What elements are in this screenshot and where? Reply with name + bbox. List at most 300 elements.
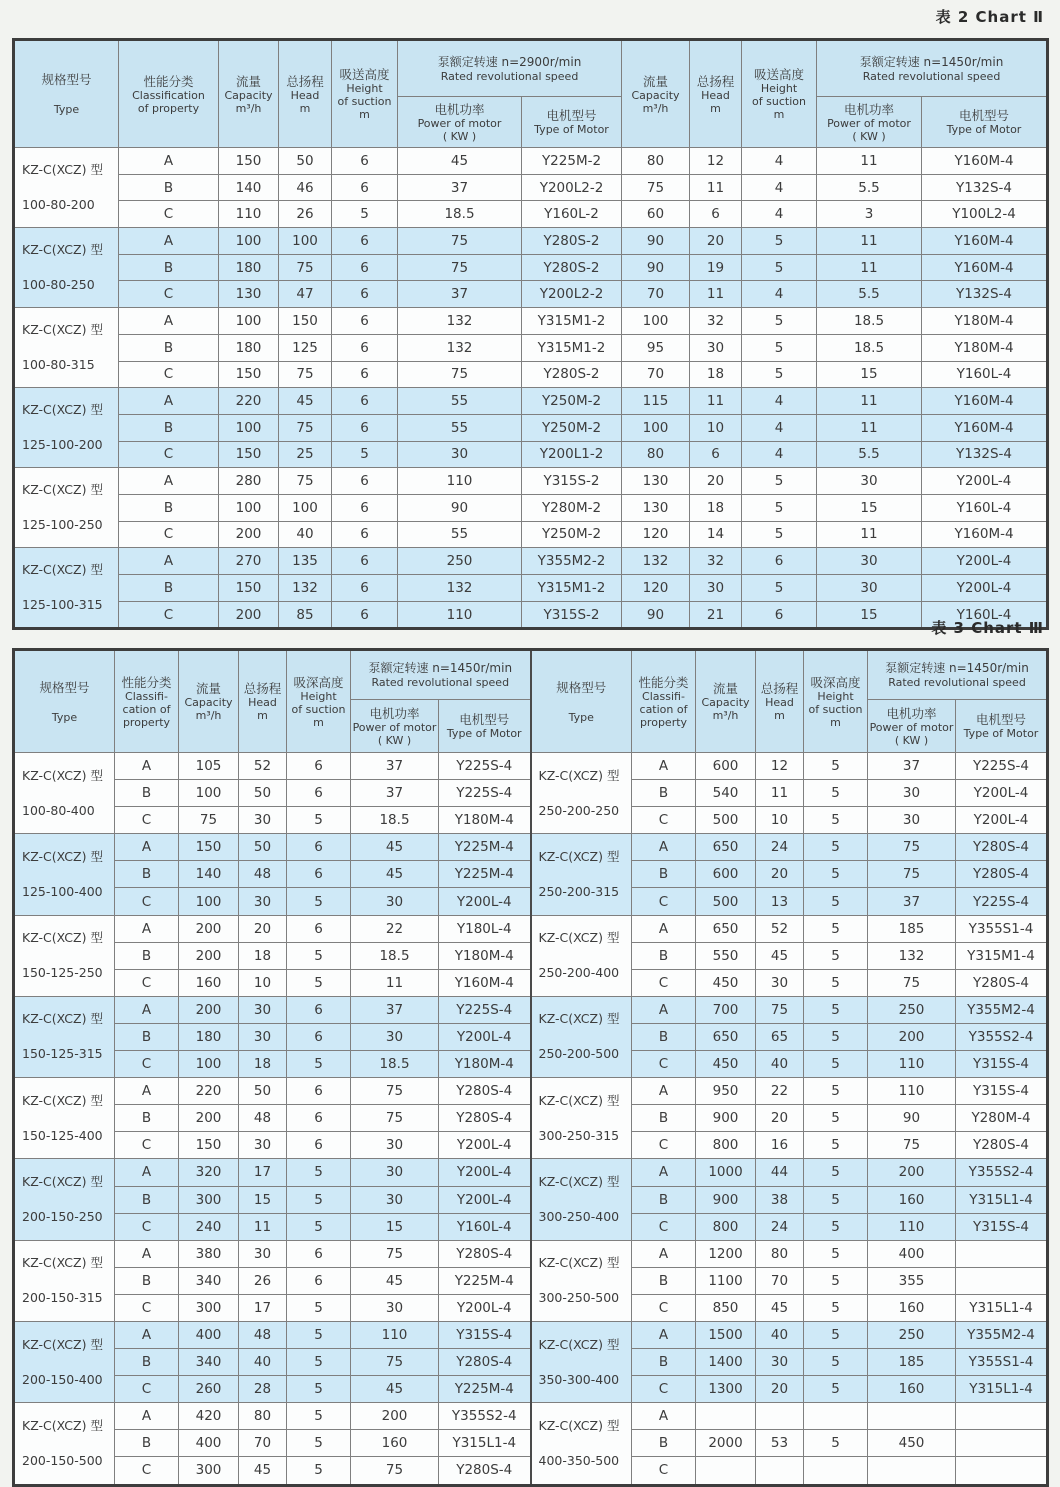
- data-cell: 1200: [696, 1240, 756, 1267]
- header-cell: [804, 650, 868, 753]
- data-cell: 6: [287, 915, 351, 942]
- data-cell: A: [632, 1078, 696, 1105]
- data-cell: B: [119, 494, 219, 521]
- data-cell: 11: [817, 148, 922, 175]
- data-cell: 110: [868, 1078, 956, 1105]
- data-cell: Y250M-2: [522, 388, 622, 415]
- data-cell: 45: [239, 1457, 287, 1485]
- data-cell: B: [632, 1186, 696, 1213]
- data-cell: 11: [817, 388, 922, 415]
- data-cell: 18.5: [817, 334, 922, 361]
- data-cell: 85: [279, 601, 332, 629]
- data-cell: Y280S-4: [956, 969, 1048, 996]
- data-cell: Y200L2-2: [522, 281, 622, 308]
- header-line: m: [830, 715, 841, 729]
- table-row: [14, 308, 1048, 335]
- header-line: 性能分类: [143, 73, 194, 89]
- data-cell: A: [115, 1078, 179, 1105]
- data-cell: 18.5: [398, 201, 522, 228]
- data-cell: 200: [179, 942, 239, 969]
- data-cell: C: [119, 441, 219, 468]
- data-cell: 250: [868, 1321, 956, 1348]
- data-cell: B: [115, 1349, 179, 1376]
- data-cell: Y250M-2: [522, 521, 622, 548]
- data-cell: 340: [179, 1349, 239, 1376]
- header-line: Type: [51, 710, 78, 724]
- data-cell: 160: [179, 969, 239, 996]
- data-cell: 160: [868, 1376, 956, 1403]
- group-type-cell: [531, 1321, 632, 1402]
- data-cell: 5: [804, 1051, 868, 1078]
- data-cell: 50: [279, 148, 332, 175]
- group-size: 300-250-315: [538, 1127, 620, 1143]
- data-cell: A: [632, 834, 696, 861]
- data-cell: 6: [332, 521, 398, 548]
- group-model: KZ-C(XCZ) 型: [22, 1255, 103, 1271]
- data-cell: 260: [179, 1376, 239, 1403]
- data-cell: 37: [868, 753, 956, 780]
- data-cell: Y315S-4: [956, 1051, 1048, 1078]
- data-cell: 20: [239, 915, 287, 942]
- data-cell: 50: [239, 780, 287, 807]
- data-cell: [804, 1403, 868, 1430]
- data-cell: 80: [239, 1403, 287, 1430]
- group-model: KZ-C(XCZ) 型: [22, 930, 103, 946]
- data-cell: 6: [287, 1132, 351, 1159]
- header-line: m: [257, 709, 268, 722]
- header-line: Power of motor: [869, 720, 954, 734]
- header-cell: [14, 40, 119, 148]
- data-cell: 32: [690, 308, 742, 335]
- group-type-cell: [14, 996, 115, 1077]
- data-cell: 5: [742, 468, 817, 495]
- data-cell: 5: [742, 521, 817, 548]
- type-inner: [532, 1083, 632, 1153]
- header-cell: [868, 650, 1048, 700]
- data-cell: 6: [332, 308, 398, 335]
- data-cell: 5: [742, 575, 817, 602]
- data-cell: 5: [804, 1321, 868, 1348]
- data-cell: 5: [742, 308, 817, 335]
- header-line: 流量: [712, 681, 738, 696]
- data-cell: 6: [332, 228, 398, 255]
- data-cell: C: [119, 201, 219, 228]
- data-cell: 200: [868, 1159, 956, 1186]
- type-inner: [15, 1083, 114, 1153]
- data-cell: 160: [868, 1294, 956, 1321]
- data-cell: Y315S-2: [522, 601, 622, 629]
- data-cell: 6: [332, 361, 398, 388]
- data-cell: 6: [332, 254, 398, 281]
- data-cell: 180: [219, 334, 279, 361]
- data-cell: B: [632, 1023, 696, 1050]
- data-cell: 11: [817, 254, 922, 281]
- data-cell: 5: [804, 1376, 868, 1403]
- data-cell: 11: [817, 521, 922, 548]
- data-cell: Y132S-4: [922, 281, 1048, 308]
- data-cell: C: [115, 1132, 179, 1159]
- data-cell: 5: [804, 969, 868, 996]
- data-cell: 320: [179, 1159, 239, 1186]
- data-cell: 5: [287, 1159, 351, 1186]
- data-cell: 1500: [696, 1321, 756, 1348]
- header-line: of suction: [291, 702, 346, 716]
- data-cell: Y280S-4: [439, 1078, 531, 1105]
- data-cell: Y200L-4: [439, 1132, 531, 1159]
- data-cell: [956, 1403, 1048, 1430]
- group-type-cell: [531, 915, 632, 996]
- data-cell: B: [115, 1267, 179, 1294]
- data-cell: 12: [690, 148, 742, 175]
- data-cell: 30: [239, 807, 287, 834]
- data-cell: 132: [622, 548, 690, 575]
- header-line: 吸送高度: [753, 67, 804, 82]
- data-cell: 5: [742, 361, 817, 388]
- header-line: Type of Motor: [946, 123, 1022, 136]
- data-cell: 52: [756, 915, 804, 942]
- data-cell: B: [632, 1349, 696, 1376]
- data-cell: [956, 1240, 1048, 1267]
- data-cell: 30: [239, 888, 287, 915]
- data-cell: 45: [398, 148, 522, 175]
- data-cell: 450: [868, 1430, 956, 1457]
- header-line: Capacity: [631, 88, 680, 102]
- data-cell: 100: [179, 780, 239, 807]
- data-cell: 140: [179, 861, 239, 888]
- group-model: KZ-C(XCZ) 型: [22, 562, 103, 578]
- data-cell: 5: [804, 915, 868, 942]
- data-cell: Y315M1-2: [522, 334, 622, 361]
- data-cell: 37: [351, 753, 439, 780]
- data-cell: Y280M-2: [522, 494, 622, 521]
- data-cell: Y160M-4: [922, 521, 1048, 548]
- table-row: [14, 1403, 1048, 1430]
- data-cell: 45: [756, 1294, 804, 1321]
- data-cell: 6: [287, 1105, 351, 1132]
- table-body: [14, 753, 1048, 1486]
- table-row: [14, 468, 1048, 495]
- chart3-table: [12, 648, 1049, 1487]
- data-cell: 14: [690, 521, 742, 548]
- data-cell: 4: [742, 201, 817, 228]
- data-cell: B: [632, 861, 696, 888]
- data-cell: 15: [817, 494, 922, 521]
- group-type-cell: [14, 1078, 115, 1159]
- data-cell: 30: [239, 1023, 287, 1050]
- data-cell: 600: [696, 753, 756, 780]
- group-type-cell: [14, 1240, 115, 1321]
- group-type-cell: [531, 1240, 632, 1321]
- data-cell: 48: [239, 1105, 287, 1132]
- data-cell: C: [632, 1132, 696, 1159]
- header-line: m: [299, 101, 311, 115]
- data-cell: 30: [351, 1294, 439, 1321]
- data-cell: A: [115, 996, 179, 1023]
- header-cell: [742, 40, 817, 148]
- data-cell: 5: [287, 1403, 351, 1430]
- data-cell: 20: [690, 228, 742, 255]
- data-cell: 32: [690, 548, 742, 575]
- header-cell: [696, 650, 756, 753]
- group-model: KZ-C(XCZ) 型: [22, 1174, 103, 1190]
- data-cell: Y200L-4: [922, 548, 1048, 575]
- data-cell: 240: [179, 1213, 239, 1240]
- data-cell: 200: [219, 521, 279, 548]
- data-cell: Y180M-4: [922, 308, 1048, 335]
- data-cell: 75: [398, 361, 522, 388]
- data-cell: 850: [696, 1294, 756, 1321]
- header-cell: [622, 40, 690, 148]
- group-model: KZ-C(XCZ) 型: [22, 322, 103, 338]
- data-cell: C: [115, 1457, 179, 1485]
- header-line: of suction: [808, 702, 863, 716]
- data-cell: 6: [287, 834, 351, 861]
- data-cell: 30: [817, 548, 922, 575]
- data-cell: Y200L-4: [439, 888, 531, 915]
- data-cell: Y160L-2: [522, 201, 622, 228]
- table-row: [14, 228, 1048, 255]
- header-line: ( KW ): [442, 129, 477, 143]
- data-cell: 6: [287, 996, 351, 1023]
- type-inner: [15, 758, 114, 828]
- data-cell: A: [115, 834, 179, 861]
- data-cell: 5: [804, 753, 868, 780]
- group-model: KZ-C(XCZ) 型: [538, 767, 620, 783]
- header-line: Classifi-: [125, 689, 168, 703]
- data-cell: 18.5: [351, 942, 439, 969]
- data-cell: 6: [742, 548, 817, 575]
- data-cell: 40: [756, 1051, 804, 1078]
- group-model: KZ-C(XCZ) 型: [22, 848, 103, 864]
- data-cell: 6: [332, 334, 398, 361]
- data-cell: 5: [804, 1186, 868, 1213]
- header-line: Type of Motor: [963, 727, 1039, 740]
- data-cell: 150: [219, 361, 279, 388]
- data-cell: 120: [622, 575, 690, 602]
- data-cell: 6: [287, 861, 351, 888]
- header-line: Capacity: [701, 696, 750, 709]
- data-cell: 30: [239, 1132, 287, 1159]
- data-cell: 5: [804, 1430, 868, 1457]
- data-cell: Y315M1-2: [522, 308, 622, 335]
- data-cell: 55: [398, 521, 522, 548]
- table-row: [14, 494, 1048, 521]
- data-cell: C: [115, 1376, 179, 1403]
- data-cell: 75: [351, 1349, 439, 1376]
- group-size: 125-100-400: [22, 883, 103, 899]
- data-cell: 30: [868, 807, 956, 834]
- header-cell: [531, 650, 632, 753]
- data-cell: C: [632, 1376, 696, 1403]
- data-cell: 24: [756, 1213, 804, 1240]
- data-cell: 90: [622, 254, 690, 281]
- data-cell: [956, 1267, 1048, 1294]
- data-cell: B: [632, 1267, 696, 1294]
- data-cell: Y200L2-2: [522, 174, 622, 201]
- group-model: KZ-C(XCZ) 型: [538, 1092, 620, 1108]
- type-inner: [15, 1165, 114, 1235]
- data-cell: A: [115, 1240, 179, 1267]
- data-cell: 150: [219, 575, 279, 602]
- data-cell: Y200L-4: [439, 1186, 531, 1213]
- data-cell: 125: [279, 334, 332, 361]
- data-cell: 1400: [696, 1349, 756, 1376]
- data-cell: 5: [287, 942, 351, 969]
- data-cell: 30: [239, 1240, 287, 1267]
- data-cell: C: [115, 1294, 179, 1321]
- group-type-cell: [14, 148, 119, 228]
- header-line: Power of motor: [352, 720, 437, 734]
- table-row: [14, 148, 1048, 175]
- group-size: 100-80-400: [22, 802, 95, 818]
- type-inner: [15, 153, 118, 223]
- group-size: 150-125-250: [22, 965, 103, 981]
- data-cell: 70: [239, 1430, 287, 1457]
- data-cell: 180: [179, 1023, 239, 1050]
- header-cell: [690, 40, 742, 148]
- data-cell: A: [632, 1159, 696, 1186]
- chart2-table: [12, 38, 1049, 630]
- data-cell: 75: [351, 1240, 439, 1267]
- table-row: [14, 996, 1048, 1023]
- header-line: of property: [137, 101, 200, 115]
- data-cell: 300: [179, 1294, 239, 1321]
- group-size: 300-250-400: [538, 1209, 620, 1225]
- header-line: m³/h: [235, 101, 262, 115]
- data-cell: 5: [804, 1023, 868, 1050]
- data-cell: 4: [742, 148, 817, 175]
- data-cell: 132: [398, 334, 522, 361]
- header-line: 泵额定转速 n=1450r/min: [859, 54, 1004, 69]
- data-cell: 5: [804, 1349, 868, 1376]
- data-cell: 450: [696, 969, 756, 996]
- group-model: KZ-C(XCZ) 型: [538, 1417, 620, 1433]
- data-cell: 185: [868, 1349, 956, 1376]
- data-cell: 45: [756, 942, 804, 969]
- data-cell: 150: [219, 148, 279, 175]
- data-cell: 45: [351, 834, 439, 861]
- table-row: [14, 601, 1048, 629]
- header-line: Rated revolutional speed: [888, 676, 1026, 689]
- data-cell: C: [115, 969, 179, 996]
- data-cell: C: [119, 361, 219, 388]
- data-cell: Y160M-4: [922, 388, 1048, 415]
- header-cell: [632, 650, 696, 753]
- data-cell: 75: [868, 861, 956, 888]
- data-cell: Y225M-4: [439, 861, 531, 888]
- data-cell: 5: [287, 1051, 351, 1078]
- data-cell: 6: [332, 281, 398, 308]
- data-cell: Y200L-4: [439, 1159, 531, 1186]
- data-cell: 30: [817, 468, 922, 495]
- type-inner: [15, 839, 114, 909]
- data-cell: 22: [351, 915, 439, 942]
- header-cell: [398, 40, 622, 97]
- header-line: ( KW ): [377, 733, 412, 747]
- data-cell: Y315L1-4: [956, 1186, 1048, 1213]
- header-line: Rated revolutional speed: [371, 676, 510, 689]
- data-cell: 132: [868, 942, 956, 969]
- data-cell: 5: [804, 1132, 868, 1159]
- data-cell: Y225M-4: [439, 834, 531, 861]
- group-size: 100-80-315: [22, 357, 95, 373]
- data-cell: Y225S-4: [956, 753, 1048, 780]
- header-line: m: [359, 108, 370, 121]
- group-model: KZ-C(XCZ) 型: [22, 162, 103, 178]
- data-cell: Y280S-4: [956, 1132, 1048, 1159]
- group-type-cell: [14, 308, 119, 388]
- group-model: KZ-C(XCZ) 型: [22, 402, 103, 418]
- data-cell: 132: [279, 575, 332, 602]
- data-cell: 5: [287, 888, 351, 915]
- table-row: [14, 201, 1048, 228]
- type-inner: [15, 313, 118, 383]
- header-line: 电机功率: [886, 705, 937, 721]
- data-cell: 130: [622, 468, 690, 495]
- group-size: 350-300-400: [538, 1371, 620, 1387]
- type-inner: [15, 1327, 114, 1397]
- type-inner: [15, 1246, 114, 1316]
- data-cell: 135: [279, 548, 332, 575]
- header-line: 电机功率: [434, 101, 485, 117]
- data-cell: Y315M1-4: [956, 942, 1048, 969]
- type-inner: [15, 393, 118, 463]
- group-model: KZ-C(XCZ) 型: [22, 767, 103, 783]
- table-body: [14, 148, 1048, 629]
- header-line: cation of: [639, 702, 688, 716]
- data-cell: 355: [868, 1267, 956, 1294]
- data-cell: 28: [239, 1376, 287, 1403]
- group-size: 100-80-250: [22, 277, 95, 293]
- type-inner: [15, 233, 118, 303]
- data-cell: 5: [287, 1186, 351, 1213]
- header-cell: [119, 40, 219, 148]
- data-cell: Y225S-4: [956, 888, 1048, 915]
- data-cell: 18: [239, 942, 287, 969]
- data-cell: A: [115, 753, 179, 780]
- header-line: 泵额定转速 n=2900r/min: [437, 54, 582, 69]
- data-cell: 150: [219, 441, 279, 468]
- data-cell: 800: [696, 1213, 756, 1240]
- data-cell: [696, 1403, 756, 1430]
- data-cell: 185: [868, 915, 956, 942]
- data-cell: 15: [239, 1186, 287, 1213]
- header-line: Power of motor: [827, 116, 911, 130]
- data-cell: 5: [287, 1321, 351, 1348]
- header-cell: [115, 650, 179, 753]
- data-cell: 11: [817, 228, 922, 255]
- group-type-cell: [14, 753, 115, 834]
- header-cell: [239, 650, 287, 753]
- header-line: Power of motor: [417, 116, 502, 130]
- data-cell: Y315S-2: [522, 468, 622, 495]
- header-line: cation of: [122, 702, 171, 716]
- data-cell: Y200L-4: [956, 807, 1048, 834]
- group-size: 125-100-200: [22, 437, 103, 453]
- group-size: 150-125-400: [22, 1127, 103, 1143]
- data-cell: Y250M-2: [522, 414, 622, 441]
- data-cell: 3: [817, 201, 922, 228]
- group-type-cell: [14, 388, 119, 468]
- data-cell: 200: [179, 996, 239, 1023]
- data-cell: A: [119, 148, 219, 175]
- data-cell: 18: [690, 494, 742, 521]
- data-cell: 100: [279, 228, 332, 255]
- data-cell: 115: [622, 388, 690, 415]
- type-inner: [15, 1408, 114, 1478]
- data-cell: 75: [868, 1132, 956, 1159]
- data-cell: Y132S-4: [922, 441, 1048, 468]
